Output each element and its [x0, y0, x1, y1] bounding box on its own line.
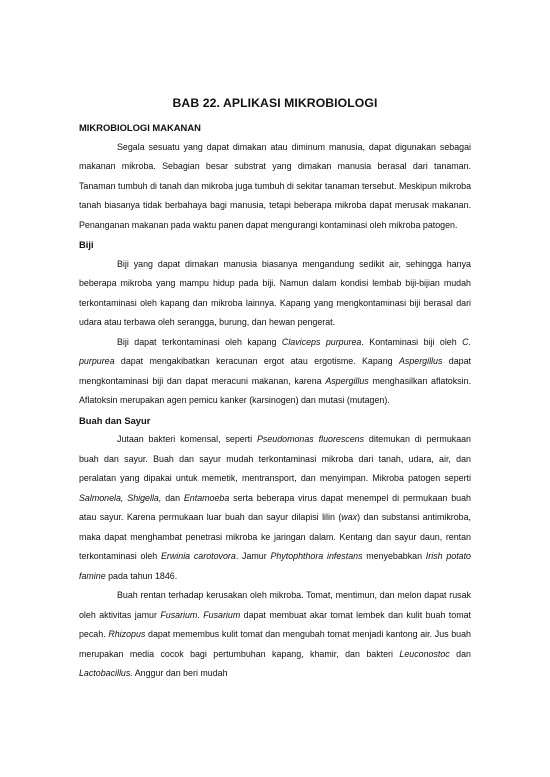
text-run: dapat memembus kulit tomat dan mengubah tomat menjadi kantong air. Jus buah merupakan media cocok bagi pertumbuhan kapang, khamir, dan bakteri — [79, 629, 471, 659]
text-run: . Kontaminasi biji oleh — [361, 336, 463, 347]
paragraph-buah-2 — [79, 586, 471, 684]
text-run: dapat membuat akar tomat lembek dan kulit buah tomat pecah. — [79, 609, 471, 639]
text-run: dan — [449, 648, 471, 659]
italic-term: C. purpurea — [79, 336, 471, 366]
text-run: dapat mengakibatkan keracunan ergot atau ergotisme. Kapang — [114, 356, 399, 366]
text-run: menyebabkan — [362, 551, 426, 561]
italic-term: Pseudomonas fluorescens — [257, 434, 365, 444]
italic-term: Leuconostoc — [399, 648, 450, 659]
section-heading-mikrobiologi-makanan: MIKROBIOLOGI MAKANAN — [79, 122, 201, 133]
text-run: ) dan substansi antimikroba, maka dapat menghambat penetrasi mikroba ke jaringan dalam. Kentang dan sayur daun, rentan terkontaminasi oleh — [79, 512, 471, 561]
text-run: Buah rentan terhadap kerusakan oleh mikroba. Tomat, mentimun, dan melon dapat rusak oleh aktivitas jamur — [79, 590, 471, 620]
paragraph-buah-1 — [79, 430, 471, 586]
paragraph-intro: Segala sesuatu yang dapat dimakan atau diminum manusia, dapat digunakan sebagai makanan mikroba. Sebagian besar substrat yang dimakan manusia berasal dari tanaman. Tanaman tumbuh di tanah dan mikroba juga tumbuh di sekitar tanaman tersebut. Meskipun mikroba tanah biasanya tidak berbahaya bagi manusia, tetapi beberapa mikroba dapat merusak makanan. Penanganan makanan pada waktu panen dapat mengurangi kontaminasi oleh mikroba patogen. — [79, 141, 471, 230]
text-run: dan — [161, 492, 184, 503]
italic-term: Claviceps purpurea — [281, 336, 362, 347]
text-run: Biji dapat terkontaminasi oleh kapang — [117, 336, 282, 347]
italic-term: wax — [341, 512, 358, 522]
italic-term: Aspergillus — [325, 375, 369, 386]
text-run: pada tahun 1846. — [105, 570, 178, 581]
chapter-title: BAB 22. APLIKASI MIKROBIOLOGI — [172, 96, 378, 110]
italic-term: Entamoeba — [183, 492, 230, 503]
section-heading-biji: Biji — [79, 239, 94, 250]
text-run: menghasilkan aflatoksin. Aflatoksin merupakan agen pemicu kanker (karsinogen) dan mutasi (mutagen). — [79, 375, 471, 405]
text-run: serta beberapa virus dapat menempel di permukaan buah atau sayur. Karena permukaan luar buah dan sayur dilapisi lilin ( — [79, 492, 471, 522]
text-run: . — [197, 609, 204, 620]
italic-term: Phytophthora infestans — [270, 551, 363, 561]
italic-term: Fusarium — [203, 609, 241, 620]
text-run: Anggur dan beri mudah — [132, 668, 228, 678]
italic-term: Lactobacillus. — [79, 668, 133, 678]
italic-term: Rhizopus — [108, 629, 146, 639]
italic-term: Irish potato famine — [79, 551, 471, 581]
italic-term: Aspergillus — [398, 356, 443, 366]
text-run: dapat mengkontaminasi biji dan dapat meracuni makanan, karena — [79, 356, 471, 386]
text-run: Jutaan bakteri komensal, seperti — [117, 434, 257, 444]
section-heading-buah-dan-sayur: Buah dan Sayur — [79, 414, 151, 426]
italic-term: Salmonela, Shigella, — [79, 492, 162, 503]
text-run: ditemukan di permukaan buah dan sayur. Buah dan sayur mudah terkontaminasi mikroba dari tanah, udara, air, dan peralatan yang dipakai untuk memetik, mentransport, dan menyimpan. Mikroba patogen seperti — [79, 434, 471, 483]
italic-term: Erwinia carotovora — [161, 551, 236, 561]
text-run: . Jamur — [235, 551, 271, 561]
paragraph-biji-2 — [79, 333, 471, 411]
paragraph-biji-1: Biji yang dapat dimakan manusia biasanya mengandung sedikit air, sehingga hanya beberapa mikroba yang mampu hidup pada biji. Namun dalam kondisi lembab biji-bijian mudah terkontaminasi oleh kapang dan mikroba lainnya. Kapang yang mengkontaminasi biji berasal dari udara atau terbawa oleh serangga, burung, dan hewan pengerat. — [79, 258, 471, 327]
italic-term: Fusarium — [160, 609, 198, 620]
